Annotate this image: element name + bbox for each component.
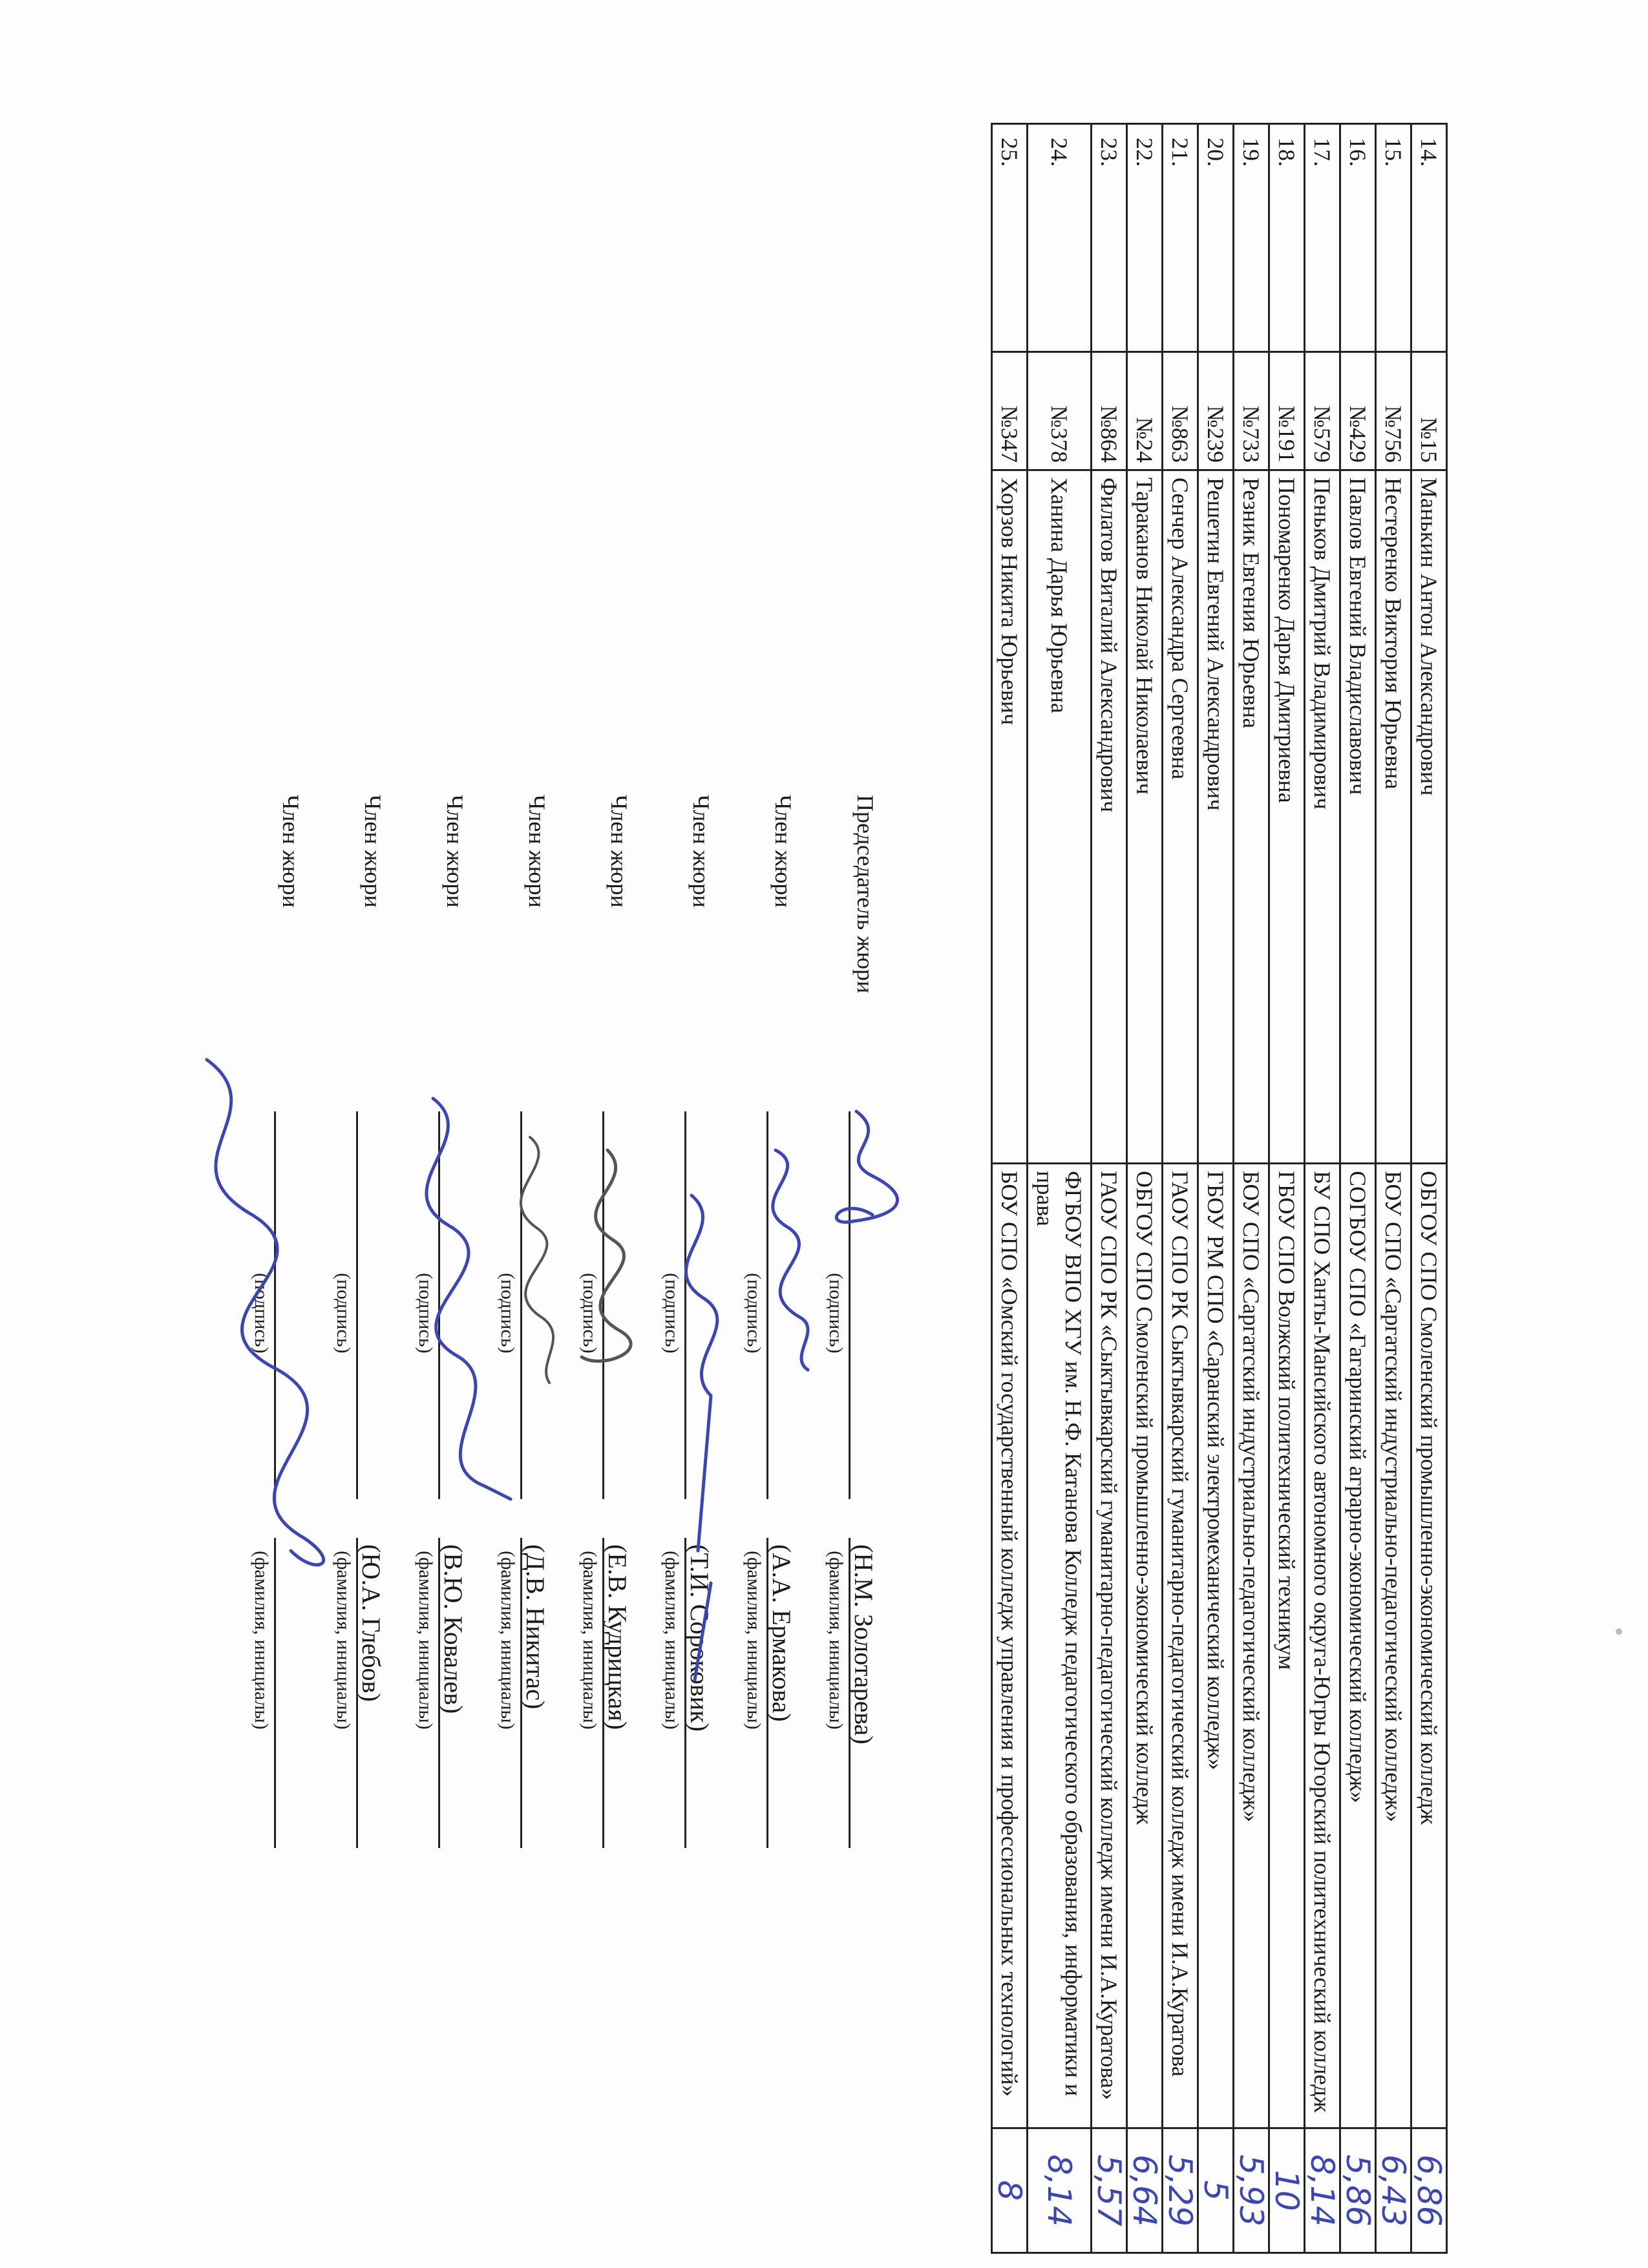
table-row — [1092, 124, 1127, 2253]
jury-member-row — [715, 795, 797, 2061]
table-row — [1028, 124, 1092, 2253]
score: 8 — [992, 2128, 1028, 2253]
signature-line — [356, 1111, 358, 1499]
organization: БОУ СПО «Омский государственный колледж управления и профессиональных технологий» — [992, 1164, 1028, 2128]
participant-code: №347 — [992, 352, 1028, 470]
participant-code: №756 — [1376, 352, 1411, 470]
organization: СОГБОУ СПО «Гагаринский аграрно-экономический колледж» — [1340, 1164, 1376, 2128]
participant-name: Пеньков Дмитрий Владимирович — [1305, 470, 1340, 1164]
name-line — [849, 1538, 850, 1848]
table-row — [1411, 124, 1447, 2253]
organization: ОБГОУ СПО Смоленский промышленно-экономический колледж — [1411, 1164, 1447, 2128]
jury-member-row — [304, 795, 386, 2061]
table-row — [1376, 124, 1411, 2253]
signature-caption: (подпись) — [661, 1273, 682, 1354]
signature-caption: (подпись) — [825, 1273, 847, 1354]
name-line — [766, 1538, 768, 1848]
signature-caption: (подпись) — [497, 1273, 518, 1354]
name-caption: (фамилия, инициалы) — [661, 1551, 682, 1730]
participant-name: Павлов Евгений Владиславович — [1340, 470, 1376, 1164]
row-number: 25. — [992, 124, 1028, 352]
jury-role: Член жюри — [770, 795, 796, 908]
row-number: 18. — [1269, 124, 1305, 352]
score: 5,29 — [1163, 2128, 1198, 2253]
name-caption: (фамилия, инициалы) — [333, 1551, 354, 1730]
signature-line — [766, 1111, 768, 1499]
jury-member-name: (Д.В. Никитас) — [521, 1544, 550, 1710]
signature-line — [274, 1111, 276, 1499]
jury-role: Председатель жюри — [852, 795, 878, 994]
jury-member-row — [469, 795, 551, 2061]
score: 5 — [1198, 2128, 1234, 2253]
row-number: 19. — [1234, 124, 1269, 352]
table-row — [1198, 124, 1234, 2253]
participant-name: Резник Евгения Юрьевна — [1234, 470, 1269, 1164]
jury-member-name: (Н.М. Золотарева) — [849, 1544, 878, 1745]
jury-member-name: (В.Ю. Ковалев) — [439, 1544, 468, 1714]
organization: ОБГОУ СПО Смоленский промышленно-экономический колледж — [1127, 1164, 1163, 2128]
row-number: 24. — [1028, 124, 1092, 352]
table-row — [1234, 124, 1269, 2253]
jury-role: Член жюри — [524, 795, 550, 908]
participant-code: №733 — [1234, 352, 1269, 470]
table-row — [1305, 124, 1340, 2253]
score: 8,14 — [1028, 2128, 1092, 2253]
score: 5,57 — [1092, 2128, 1127, 2253]
signature-line — [684, 1111, 686, 1499]
row-number: 16. — [1340, 124, 1376, 352]
score: 10 — [1269, 2128, 1305, 2253]
participant-code: №864 — [1092, 352, 1127, 470]
jury-member-row — [222, 795, 304, 2061]
jury-member-row — [633, 795, 715, 2061]
score: 8,14 — [1305, 2128, 1340, 2253]
jury-member-row — [797, 795, 879, 2061]
row-number: 15. — [1376, 124, 1411, 352]
participant-name: Сенчер Александра Сергеевна — [1163, 470, 1198, 1164]
scan-speck — [1616, 1628, 1622, 1635]
score: 6,86 — [1411, 2128, 1447, 2253]
jury-member-row — [386, 795, 469, 2061]
signature-caption: (подпись) — [251, 1273, 272, 1354]
participant-code: №191 — [1269, 352, 1305, 470]
table-row — [1127, 124, 1163, 2253]
name-caption: (фамилия, инициалы) — [825, 1551, 847, 1730]
name-line — [356, 1538, 358, 1848]
signature-line — [849, 1111, 850, 1499]
score: 6,43 — [1376, 2128, 1411, 2253]
jury-role: Член жюри — [278, 795, 304, 908]
jury-member-name: (Ю.А. Глебов) — [357, 1544, 386, 1702]
participant-code: №239 — [1198, 352, 1234, 470]
table-row — [992, 124, 1028, 2253]
signature-caption: (подпись) — [743, 1273, 765, 1354]
table-row — [1163, 124, 1198, 2253]
row-number: 20. — [1198, 124, 1234, 352]
results-table-body — [992, 124, 1447, 2253]
name-line — [274, 1538, 276, 1848]
jury-member-name: (Т.И. Сороковик) — [685, 1544, 714, 1732]
name-line — [684, 1538, 686, 1848]
organization: БОУ СПО «Саргатский индустриально-педагогический колледж» — [1376, 1164, 1411, 2128]
name-caption: (фамилия, инициалы) — [743, 1551, 765, 1730]
participant-code: №378 — [1028, 352, 1092, 470]
participant-name: Ханина Дарья Юрьевна — [1028, 470, 1092, 1164]
name-caption: (фамилия, инициалы) — [415, 1551, 436, 1730]
row-number: 17. — [1305, 124, 1340, 352]
participant-code: №863 — [1163, 352, 1198, 470]
signature-line — [520, 1111, 522, 1499]
jury-member-row — [551, 795, 633, 2061]
participant-name: Пономаренко Дарья Дмитриевна — [1269, 470, 1305, 1164]
name-line — [602, 1538, 604, 1848]
participant-name: Хорзов Никита Юрьевич — [992, 470, 1028, 1164]
score: 6,64 — [1127, 2128, 1163, 2253]
jury-role: Член жюри — [606, 795, 632, 908]
row-number: 21. — [1163, 124, 1198, 352]
score: 5,93 — [1234, 2128, 1269, 2253]
name-line — [438, 1538, 440, 1848]
table-row — [1269, 124, 1305, 2253]
participant-code: №15 — [1411, 352, 1447, 470]
jury-member-name: (Е.В. Кудрицкая) — [603, 1544, 632, 1730]
organization: БОУ СПО «Саргатский индустриально-педагогический колледж» — [1234, 1164, 1269, 2128]
organization: ГАОУ СПО РК Сыктывкарский гуманитарно-педагогический колледж имени И.А.Куратова — [1163, 1164, 1198, 2128]
organization: ГБОУ СПО Волжский политехнический техникум — [1269, 1164, 1305, 2128]
table-row — [1340, 124, 1376, 2253]
jury-role: Член жюри — [442, 795, 468, 908]
jury-role: Член жюри — [688, 795, 714, 908]
organization: ФГБОУ ВПО ХГУ им. Н.Ф. Катанова Колледж педагогического образования, информатики и права — [1028, 1164, 1092, 2128]
jury-member-name: (А.А. Ермакова) — [767, 1544, 796, 1722]
score: 5,86 — [1340, 2128, 1376, 2253]
participant-code: №429 — [1340, 352, 1376, 470]
participant-name: Тараканов Николай Николаевич — [1127, 470, 1163, 1164]
jury-role: Член жюри — [360, 795, 386, 908]
signature-caption: (подпись) — [333, 1273, 354, 1354]
results-table — [991, 123, 1448, 2254]
participant-name: Филатов Виталий Александрович — [1092, 470, 1127, 1164]
name-line — [520, 1538, 522, 1848]
jury-signature-block — [222, 795, 879, 2061]
name-caption: (фамилия, инициалы) — [497, 1551, 518, 1730]
organization: ГАОУ СПО РК «Сыктывкарский гуманитарно-педагогический колледж имени И.А.Куратова» — [1092, 1164, 1127, 2128]
name-caption: (фамилия, инициалы) — [579, 1551, 600, 1730]
organization: ГБОУ РМ СПО «Саранский электромеханический колледж» — [1198, 1164, 1234, 2128]
signature-caption: (подпись) — [415, 1273, 436, 1354]
participant-name: Решетин Евгений Александрович — [1198, 470, 1234, 1164]
name-caption: (фамилия, инициалы) — [251, 1551, 272, 1730]
signature-line — [602, 1111, 604, 1499]
signature-caption: (подпись) — [579, 1273, 600, 1354]
row-number: 22. — [1127, 124, 1163, 352]
participant-name: Нестеренко Виктория Юрьевна — [1376, 470, 1411, 1164]
row-number: 23. — [1092, 124, 1127, 352]
participant-code: №579 — [1305, 352, 1340, 470]
row-number: 14. — [1411, 124, 1447, 352]
signature-line — [438, 1111, 440, 1499]
participant-name: Манькин Антон Александрович — [1411, 470, 1447, 1164]
organization: БУ СПО Ханты-Мансийского автономного округа-Югры Югорский политехнический колледж — [1305, 1164, 1340, 2128]
participant-code: №24 — [1127, 352, 1163, 470]
